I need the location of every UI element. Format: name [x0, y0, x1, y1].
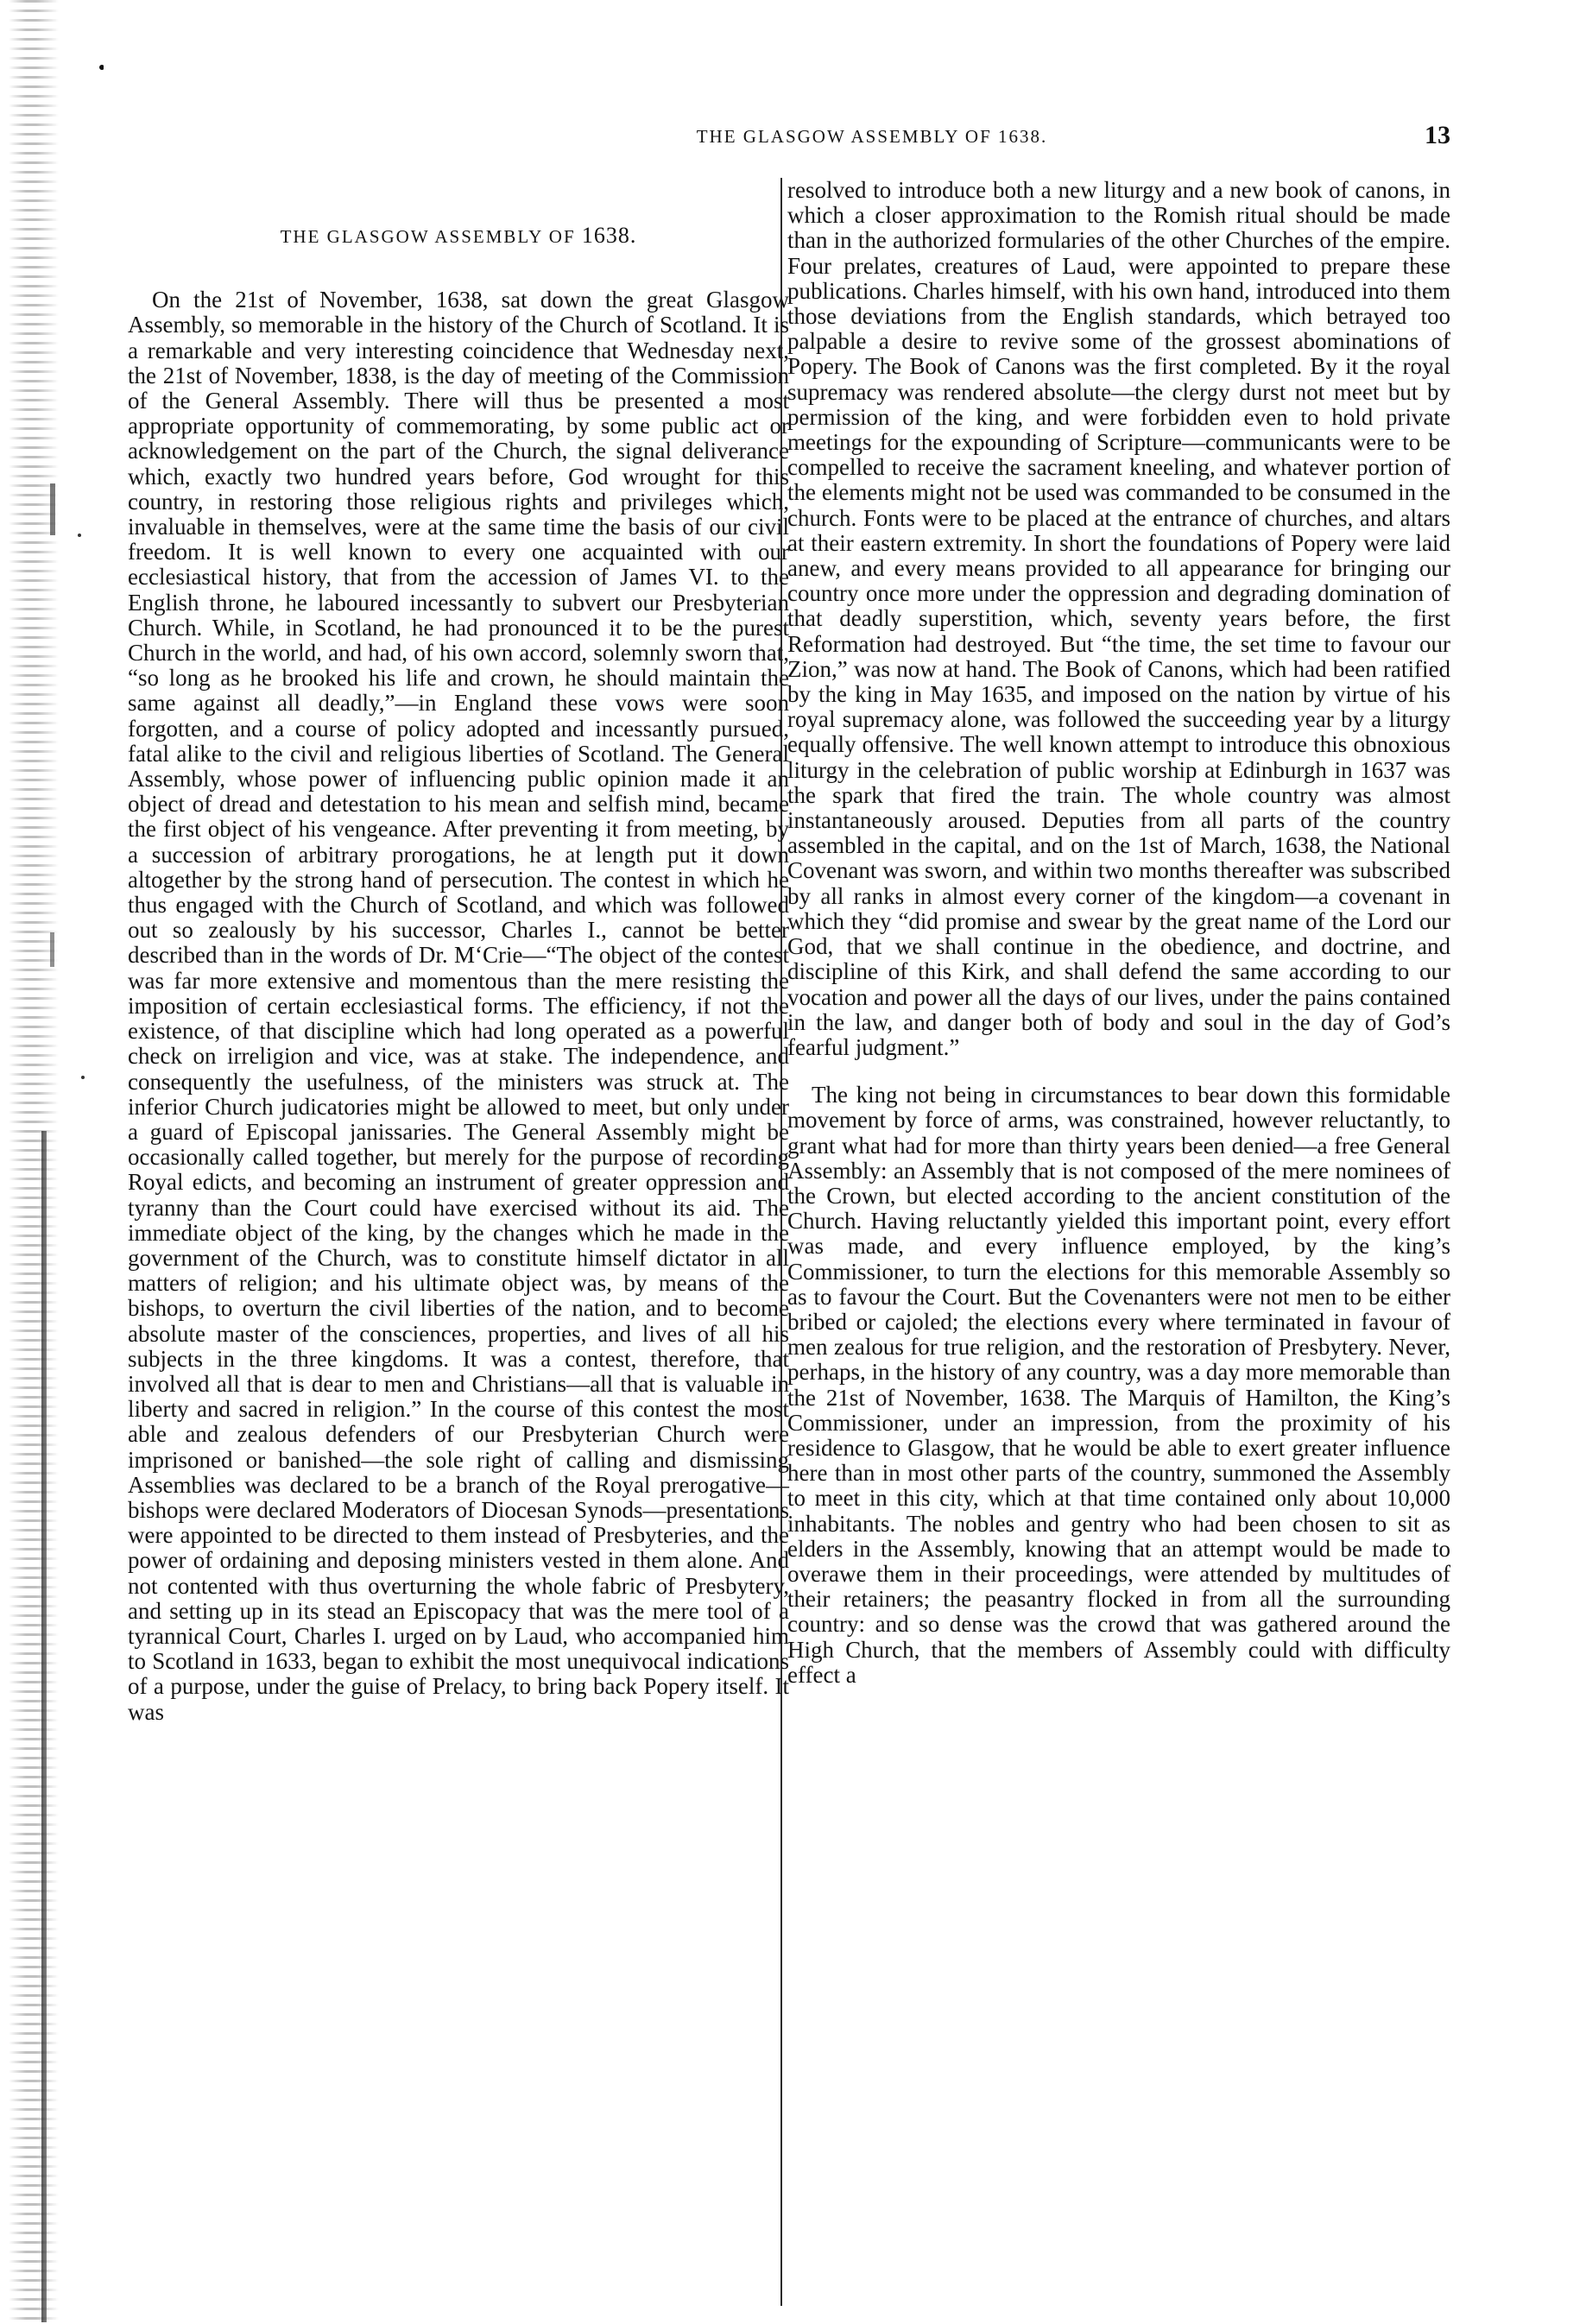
left-column — [128, 178, 789, 1725]
article-title-text: THE GLASGOW ASSEMBLY OF — [280, 226, 582, 247]
paragraph: resolved to introduce both a new liturgy and a new book of canons, in which a closer approximation to the Romish ritual should be made than in the authorized formularies of the other Churches of the empire. Four prelates, creatures of Laud, were appointed to prepare these publications. Charles himself, with his own hand, introduced into them those deviations from the English standards, which betrayed too palpable a desire to revive some of the grossest abominations of Popery. The Book of Canons was the first completed. By it the royal supremacy was rendered absolute—the clergy durst not meet but by permission of the king, and were forbidden even to hold private meetings for the expounding of Scripture—communicants were to be compelled to receive the sacrament kneeling, and whatever portion of the elements might not be used was commanded to be consumed in the church. Fonts were to be placed at the entrance of churches, and altars at their eastern extremity. In short the foundations of Popery were laid anew, and every means provided to all appearance for bringing our country once more under the oppression and degrading domination of that deadly superstition, which, seventy years before, the first Reformation had destroyed. But “the time, the set time to favour our Zion,” was now at hand. The Book of Canons, which had been ratified by the king in May 1635, and imposed on the nation by virtue of his royal supremacy alone, was followed the succeeding year by a liturgy equally offensive. The well known attempt to introduce this obnoxious liturgy in the celebration of public worship at Edinburgh in 1637 was the spark that fired the train. The whole country was almost instantaneously aroused. Deputies from all parts of the country assembled in the capital, and on the 1st of March, 1638, the National Covenant was sworn, and within two months thereafter was subscribed by all ranks in almost every corner of the kingdom—a covenant in which they “did promise and swear by the great name of the Lord our God, that we shall continue in the obedience, and doctrine, and discipline of this Kirk, and shall defend the same according to our vocation and power all the days of our lives, under the pains contained in the law, and danger both of body and soul in the day of God’s fearful judgment.” — [787, 177, 1450, 1060]
article-title — [128, 223, 789, 249]
page-number: 13 — [1425, 121, 1450, 149]
right-column — [787, 178, 1450, 1688]
paragraph: On the 21st of November, 1638, sat down the great Glasgow Assembly, so memorable in the history of the Church of Scotland. It is a remarkable and very interesting coincidence that Wednesday next, the 21st of November, 1838, is the day of meeting of the Commission of the General Assembly. There will thus be presented a most appropriate opportunity of commemorating, by some public act or acknowledgement on the part of the Church, the signal deliverance which, exactly two hundred years before, God wrought for this country, in restoring those religious rights and privileges which, invaluable in themselves, were at the same time the basis of our civil freedom. It is well known to every one acquainted with our ecclesiastical history, that from the accession of James VI. to the English throne, he laboured incessantly to subvert our Presbyterian Church. While, in Scotland, he had pronounced it to be the purest Church in the world, and had, of his own accord, solemnly sworn that, “so long as he brooked his life and crown, he should maintain the same against all deadly,”—in England these vows were soon forgotten, and a course of policy adopted and incessantly pursued, fatal alike to the civil and religious liberties of Scotland. The General Assembly, whose power of influencing public opinion made it an object of dread and detestation to his mean and selfish mind, became the first object of his vengeance. After preventing it from meeting, by a succession of arbitrary prorogations, he at length put it down altogether by the strong hand of persecution. The contest in which he thus engaged with the Church of Scotland, and which was followed out so zealously by his successor, Charles I., cannot be better described than in the words of Dr. M‘Crie—“The object of the contest was far more extensive and momentous than the mere resisting the imposition of certain ecclesiastical forms. The efficiency, if not the existence, of that discipline which had long operated as a powerful check on irreligion and vice, was at stake. The independence, and consequently the usefulness, of the ministers was struck at. The inferior Church judicatories might be allowed to meet, but only under a guard of Episcopal janissaries. The General Assembly might be occasionally called together, but merely for the purpose of recording Royal edicts, and becoming an instrument of greater oppression and tyranny than the Court could have exercised without its aid. The immediate object of the king, by the changes which he made in the government of the Church, was to constitute himself dictator in all matters of religion; and his ultimate object was, by means of the bishops, to overturn the civil liberties of the nation, and to become absolute master of the consciences, properties, and lives of all his subjects in the three kingdoms. It was a contest, therefore, that involved all that is dear to men and Christians—all that is valuable in liberty and sacred in religion.” In the course of this contest the most able and zealous defenders of our Presbyterian Church were imprisoned or banished—the sole right of calling and dismissing Assemblies was declared to be a branch of the Royal prerogative—bishops were declared Moderators of Diocesan Synods—presentations were appointed to be directed to them instead of Presbyteries, and the power of ordaining and deposing ministers vested in them alone. And not contented with thus overturning the whole fabric of Presbytery, and setting up in its stead an Episcopacy that was the mere tool of a tyrannical Court, Charles I. urged on by Laud, who accompanied him to Scotland in 1633, began to exhibit the most unequivocal indications of a purpose, under the guise of Prelacy, to bring back Popery itself. It was — [128, 287, 789, 1725]
running-head: THE GLASGOW ASSEMBLY OF 1638. — [696, 126, 1048, 147]
article-title-year: 1638. — [581, 223, 637, 248]
paragraph: The king not being in circumstances to bear down this formidable movement by force of arms, was constrained, however reluctantly, to grant what had for more than thirty years been denied—a free General Assembly: an Assembly that is not composed of the mere nominees of the Crown, but elected according to the ancient constitution of the Church. Having reluctantly yielded this important point, every effort was made, and every influence employed, by the king’s Commissioner, to turn the elections for this memorable Assembly so as to favour the Court. But the Covenanters were not men to be either bribed or cajoled; the elections every where terminated in favour of men zealous for true religion, and the restoration of Presbytery. Never, perhaps, in the history of any country, was a day more memorable than the 21st of November, 1638. The Marquis of Hamilton, the King’s Commissioner, under an impression, from the proximity of his residence to Glasgow, that he would be able to exert greater influence here than in most other parts of the country, summoned the Assembly to meet in this city, which at that time contained only about 10,000 inhabitants. The nobles and gentry who had been chosen to sit as elders in the Assembly, knowing that an attempt would be made to overawe them in their proceedings, were attended by multitudes of their retainers; the peasantry flocked in from all the surrounding country: and so dense was the crowd that was gathered around the High Church, that the members of Assembly could with difficulty effect a — [787, 1082, 1450, 1688]
scan-specks — [0, 0, 104, 2324]
